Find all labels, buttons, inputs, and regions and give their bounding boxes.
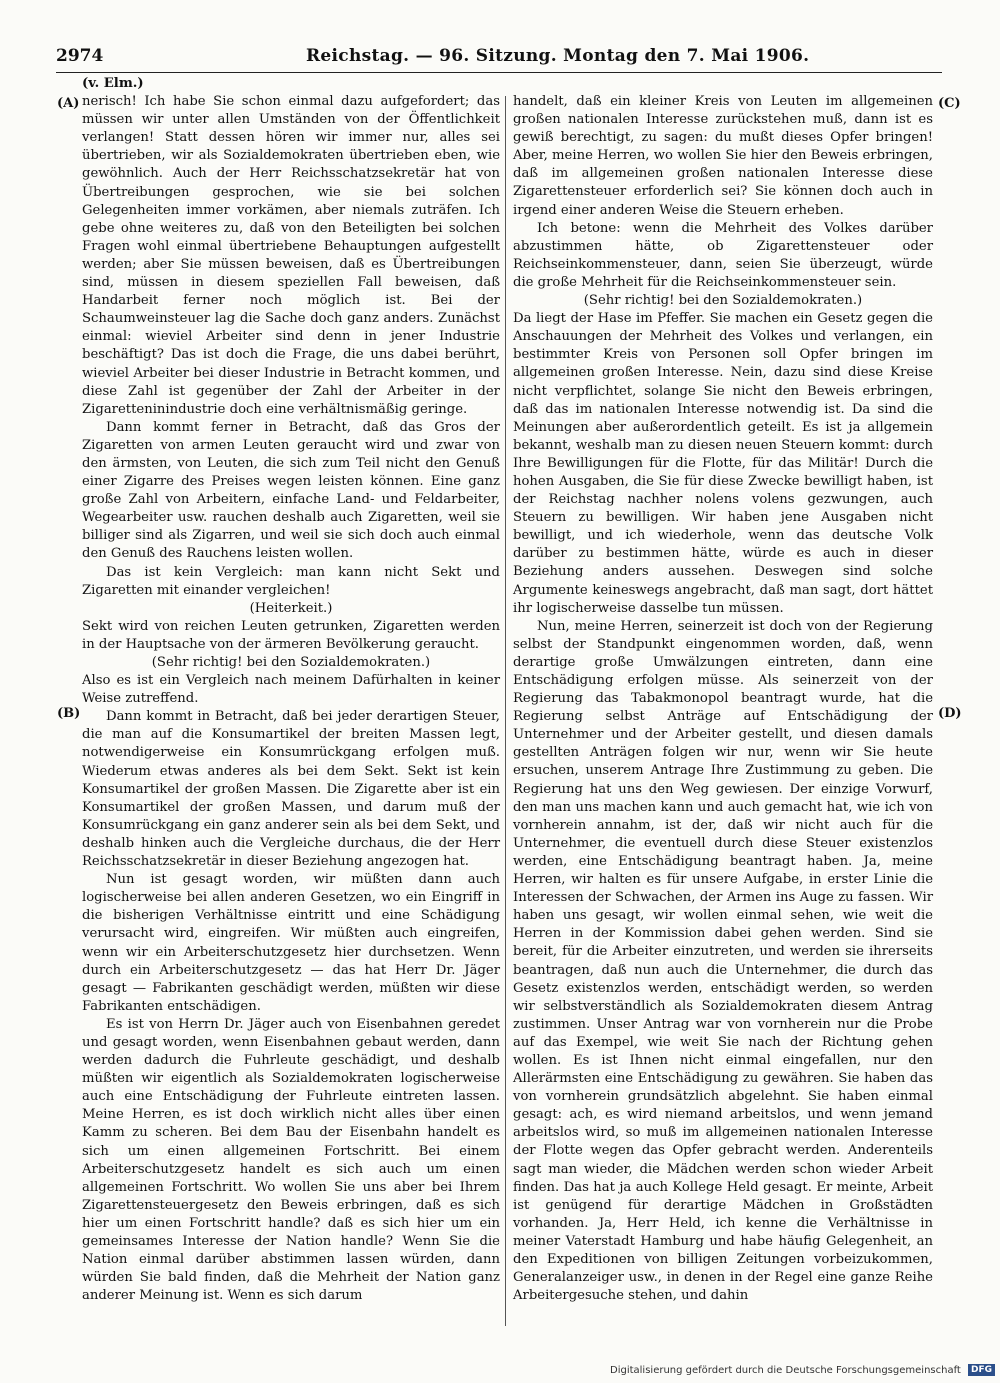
speaker-label: (v. Elm.) (82, 76, 144, 91)
paragraph: Nun, meine Herren, seinerzeit ist doch von der Regierung selbst der Standpunkt eingenommen worden, daß, wenn derartige große Umwälzungen eintreten, dann eine Entschädigung erfolgen müsse. Als seinerzeit von der Regierung das Tabakmonopol beantragt wurde, hat die Regierung selbst Anträge auf Entschädigung der Unternehmer und der Arbeiter gestellt, und diesen damals gestellten Anträgen folgen wir nur, wenn wir Sie heute ersuchen, unserem Antrage Ihre Zustimmung zu geben. Die Regierung hat uns den Weg gewiesen. Der einzige Vorwurf, den man uns machen kann und auch gemacht hat, wie ich von vornherein annahm, ist der, daß wir nicht auch für die Unternehmer, die eventuell durch diese Steuer existenzlos werden, eine Entschädigung beantragt haben. Ja, meine Herren, wir halten es für unsere Aufgabe, in erster Linie die Interessen der Schwachen, der Armen ins Auge zu fassen. Wir haben uns gesagt, wir wollen einmal sehen, wie weit die Herren in der Kommission dabei gehen werden. Sind sie bereit, für die Arbeiter einzutreten, und werden sie ihrerseits beantragen, daß nun auch die Unternehmer, die durch das Gesetz existenzlos werden, entschädigt werden, so werden wir selbstverständlich als Sozialdemokraten diesem Antrag zustimmen. Unser Antrag war von vornherein nur die Probe auf das Exempel, wie weit Sie nach der Richtung gehen wollen. Es ist Ihnen nicht einmal eingefallen, nur den Allerärmsten eine Entschädigung zu gewähren. Sie haben das von vornherein grundsätzlich abgelehnt. Sie haben einmal gesagt: ach, es wird niemand arbeitslos, und wenn jemand arbeitslos wird, so muß im allgemeinen nationalen Interesse der Flotte wegen das Opfer gebracht werden. Anderenteils sagt man wieder, die Mädchen werden schon wieder Arbeit finden. Das hat ja auch Kollege Held gesagt. Er meinte, Arbeit ist genügend für derartige Mädchen in Großstädten vorhanden. Ja, Herr Held, ich kenne die Verhältnisse in meiner Vaterstadt Hamburg und habe häufig Gelegenheit, an den Expeditionen von billigen Zeitungen vorbeizukommen, Generalanzeiger usw., in denen in der Regel eine ganze Reihe Arbeitergesuche stehen, und dahin (513, 618, 933, 1304)
margin-mark-d: (D) (938, 706, 962, 721)
footer-text: Digitalisierung gefördert durch die Deutsche Forschungsgemeinschaft (610, 1365, 961, 1376)
paragraph: Es ist von Herrn Dr. Jäger auch von Eisenbahnen geredet und gesagt worden, wenn Eisenbahnen gebaut werden, dann werden dadurch die Fuhrleute geschädigt, und deshalb müßten wir eigentlich als Sozialdemokraten logischerweise auch eine Entschädigung der Fuhrleute eintreten lassen. Meine Herren, es ist doch wirklich nicht alles über einen Kamm zu scheren. Bei dem Bau der Eisenbahn handelt es sich um einen allgemeinen Fortschritt. Bei einem Arbeiterschutzgesetz handelt es sich auch um einen allgemeinen Fortschritt. Wo wollen Sie uns aber bei Ihrem Zigarettensteuergesetz den Beweis erbringen, daß es sich hier um einen Fortschritt handle? daß es sich hier um ein gemeinsames Interesse der Nation handle? Wenn Sie die Nation einmal darüber abstimmen lassen würden, dann würden Sie bald finden, daß die Mehrheit der Nation ganz anderer Meinung ist. Wenn es sich darum (82, 1016, 500, 1304)
paragraph: Da liegt der Hase im Pfeffer. Sie machen ein Gesetz gegen die Anschauungen der Mehrheit des Volkes und verlangen, ein bestimmter Kreis von Personen soll Opfer bringen im allgemeinen großen Interesse. Nein, dazu sind diese Kreise nicht verpflichtet, solange Sie nicht den Beweis erbringen, daß das im nationalen Interesse notwendig ist. Da sind die Meinungen aber außerordentlich geteilt. Es ist ja allgemein bekannt, weshalb man zu diesen neuen Steuern kommt: durch Ihre Bewilligungen für die Flotte, für das Militär! Durch die hohen Ausgaben, die Sie für diese Zwecke bewilligt haben, ist der Reichstag nachher nolens volens gezwungen, auch Steuern zu bewilligen. Wir haben jene Ausgaben nicht bewilligt, und ich wiederhole, wenn das deutsche Volk darüber zu bestimmen hätte, würde es auch in dieser Beziehung anders aussehen. Deswegen sind solche Argumente keineswegs angebracht, daß man sagt, dort hättet ihr logischerweise dasselbe tun müssen. (513, 311, 933, 616)
page-header (56, 46, 936, 70)
paragraph: Sekt wird von reichen Leuten getrunken, Zigaretten werden in der Hauptsache von der ärmeren Bevölkerung geraucht. (82, 618, 500, 652)
paragraph: Dann kommt ferner in Betracht, daß das Gros der Zigaretten von armen Leuten geraucht wird und zwar von den ärmsten, von Leuten, die sich zum Teil nicht den Genuß einer Zigarre des Preises wegen leisten können. Eine ganz große Zahl von Arbeitern, einfache Land- und Feldarbeiter, Wegearbeiter usw. rauchen deshalb auch Zigaretten, weil sie billiger sind als Zigarren, und weil sie sich doch auch einmal den Genuß des Rauchens leisten wollen. (82, 419, 500, 562)
left-column (82, 75, 500, 1305)
column-divider (505, 96, 506, 1326)
paragraph: Nun ist gesagt worden, wir müßten dann auch logischerweise bei allen anderen Gesetzen, wo ein Eingriff in die bisherigen Verhältnisse eintritt und eine Schädigung verursacht wird, eingreifen. Wir müßten auch eingreifen, wenn wir ein Arbeiterschutzgesetz hier durchsetzen. Wenn durch ein Arbeiterschutzgesetz — das hat Herr Dr. Jäger gesagt — Fabrikanten geschädigt werden, müßten wir diese Fabrikanten entschädigen. (82, 872, 500, 1014)
interjection: (Sehr richtig! bei den Sozialdemokraten.) (583, 293, 863, 309)
running-title: Reichstag. — 96. Sitzung. Montag den 7. Mai 1906. (306, 46, 810, 66)
paragraph: handelt, daß ein kleiner Kreis von Leuten im allgemeinen großen nationalen Interesse zurückstehen muß, dann ist es gewiß berechtigt, zu sagen: du mußt dieses Opfer bringen! Aber, meine Herren, wo wollen Sie hier den Beweis erbringen, daß im allgemeinen großen nationalen Interesse diese Zigarettensteuer erforderlich sei? Sie können doch auch in irgend einer anderen Weise die Steuern erheben. (513, 94, 933, 218)
footer-credit (610, 1364, 993, 1376)
interjection: (Sehr richtig! bei den Sozialdemokraten.) (151, 655, 431, 670)
page-number: 2974 (56, 46, 104, 66)
interjection: (Heiterkeit.) (249, 600, 333, 616)
paragraph: nerisch! Ich habe Sie schon einmal dazu aufgefordert; das müssen wir unter allen Umständen von der Öffentlichkeit verlangen! Statt dessen hören wir immer nur, alles sei übertrieben, wir als Sozialdemokraten übertrieben eben, wie gewöhnlich. Auch der Herr Reichsschatzsekretär hat von Übertreibungen gesprochen, wie sie bei solchen Gelegenheiten immer vorkämen, aber niemals zuträfen. Ich gebe ohne weiteres zu, daß von den Beteiligten bei solchen Fragen wohl einmal übertriebene Behauptungen aufgestellt werden; aber Sie müssen beweisen, daß es Übertreibungen sind, müssen in diesem speziellen Fall beweisen, daß Handarbeit ferner noch möglich ist. Bei der Schaumweinsteuer lag die Sache doch ganz anders. Zunächst einmal: wieviel Arbeiter sind denn in jener Industrie beschäftigt? Das ist doch die Frage, die uns dabei berührt, wieviel Arbeiter bei dieser Industrie in Betracht kommen, und diese Zahl ist gegenüber der Zahl der Arbeiter in der Zigaretteninindustrie doch eine verhältnismäßig geringe. (82, 94, 500, 417)
paragraph: Also es ist ein Vergleich nach meinem Dafürhalten in keiner Weise zutreffend. (82, 673, 500, 707)
header-rule (56, 72, 942, 73)
paragraph: Ich betone: wenn die Mehrheit des Volkes darüber abzustimmen hätte, ob Zigarettensteuer oder Reichseinkommensteuer, dann, seien Sie überzeugt, würde die große Mehrheit für die Reichseinkommensteuer sein. (513, 220, 933, 290)
margin-mark-c: (C) (938, 96, 961, 111)
dfg-logo-icon: DFG (968, 1364, 995, 1376)
margin-mark-b: (B) (57, 706, 81, 721)
paragraph: Das ist kein Vergleich: man kann nicht Sekt und Zigaretten mit einander vergleichen! (82, 564, 500, 598)
right-column (513, 93, 933, 1305)
margin-mark-a: (A) (57, 96, 80, 111)
paragraph: Dann kommt in Betracht, daß bei jeder derartigen Steuer, die man auf die Konsumartikel der breiten Massen legt, notwendigerweise ein Konsumrückgang erfolgen muß. Wiederum etwas anderes als bei dem Sekt. Sekt ist kein Konsumartikel der großen Massen. Die Zigarette aber ist ein Konsumartikel der großen Massen, und darum muß der Konsumrückgang ein ganz anderer sein als bei dem Sekt, und deshalb hinken auch die Vergleiche durchaus, die der Herr Reichsschatzsekretär in dieser Beziehung angezogen hat. (82, 709, 500, 870)
